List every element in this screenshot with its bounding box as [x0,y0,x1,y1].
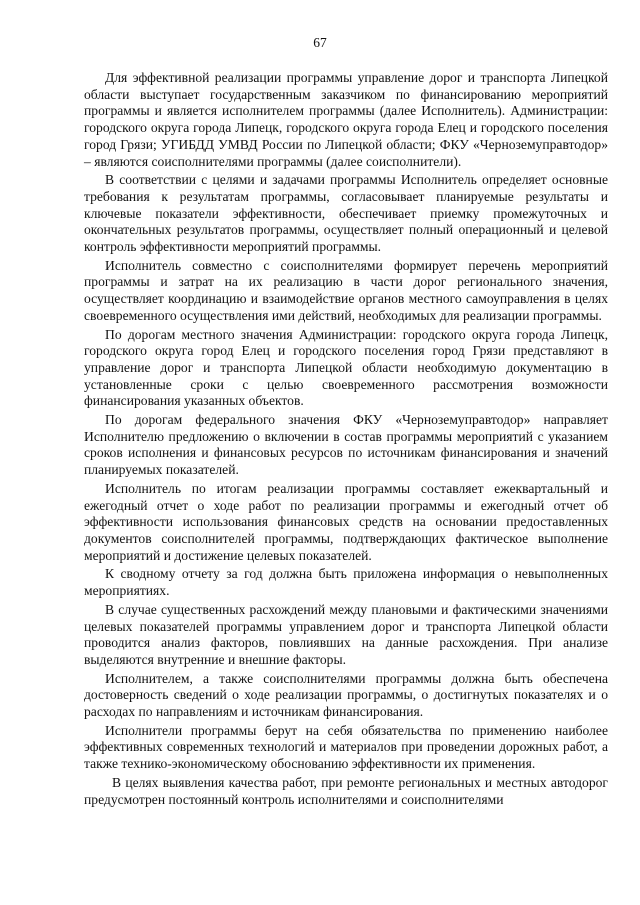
paragraph-regional-roads: Исполнитель совместно с соисполнителями формирует перечень мероприятий программы и затрат на их реализацию в части дорог регионального значения, осуществляет координацию и взаимодействие органов местного самоуправления в целях своевременного осуществления ими действий, необходимых для реализации программы. [84,257,608,323]
document-body [84,70,608,810]
paragraph-customer-and-executor: Для эффективной реализации программы управление дорог и транспорта Липецкой области выступает государственным заказчиком по финансированию мероприятий программы и является исполнителем программы (далее Исполнитель). Администрации: городского округа города Липецк, городского округа города Елец и городского поселения город Грязи; УГИБДД УМВД России по Липецкой области; ФКУ «Черноземуправтодор» – являются соисполнителями программы (далее соисполнители). [84,70,608,169]
paragraph-executor-requirements: В соответствии с целями и задачами программы Исполнитель определяет основные требования к результатам программы, согласовывает планируемые результаты и ключевые показатели эффективности, обеспечивает приемку промежуточных и окончательных результатов программы, осуществляет полный операционный и целевой контроль эффективности мероприятий программы. [84,172,608,255]
paragraph-federal-roads: По дорогам федерального значения ФКУ «Черноземуправтодор» направляет Исполнителю предложению о включении в состав программы мероприятий с указанием сроков исполнения и финансовых ресурсов по источникам финансирования и значений планируемых показателей. [84,412,608,478]
paragraph-technologies: Исполнители программы берут на себя обязательства по применению наиболее эффективных современных технологий и материалов при проведении дорожных работ, а также технико-экономическому обоснованию эффективности их применения. [84,722,608,772]
paragraph-reports: Исполнитель по итогам реализации программы составляет ежеквартальный и ежегодный отчет о ходе работ по реализации программы и ежегодный отчет об эффективности использования финансовых средств на основании предоставленных документов соисполнителей программы, подтверждающих фактическое выполнение мероприятий и достижение целевых показателей. [84,480,608,563]
paragraph-discrepancy-analysis: В случае существенных расхождений между плановыми и фактическими значениями целевых показателей программы управлением дорог и транспорта Липецкой области проводится анализ факторов, повлиявших на данные расхождения. При анализе выделяются внутренние и внешние факторы. [84,601,608,667]
paragraph-local-roads: По дорогам местного значения Администрации: городского округа города Липецк, городского округа город Елец и городского поселения город Грязи представляют в управление дорог и транспорта Липецкой области необходимую документацию в установленные сроки с целью своевременного рассмотрения возможности финансирования указанных объектов. [84,326,608,409]
paragraph-annual-summary: К сводному отчету за год должна быть приложена информация о невыполненных мероприятиях. [84,566,608,599]
paragraph-quality-control: В целях выявления качества работ, при ремонте региональных и местных автодорог предусмотрен постоянный контроль исполнителями и соисполнителями [84,774,608,807]
page-number: 67 [313,35,327,50]
paragraph-data-reliability: Исполнителем, а также соисполнителями программы должна быть обеспечена достоверность сведений о ходе реализации программы, о достигнутых показателях и о расходах по направлениям и источникам финансирования. [84,670,608,720]
